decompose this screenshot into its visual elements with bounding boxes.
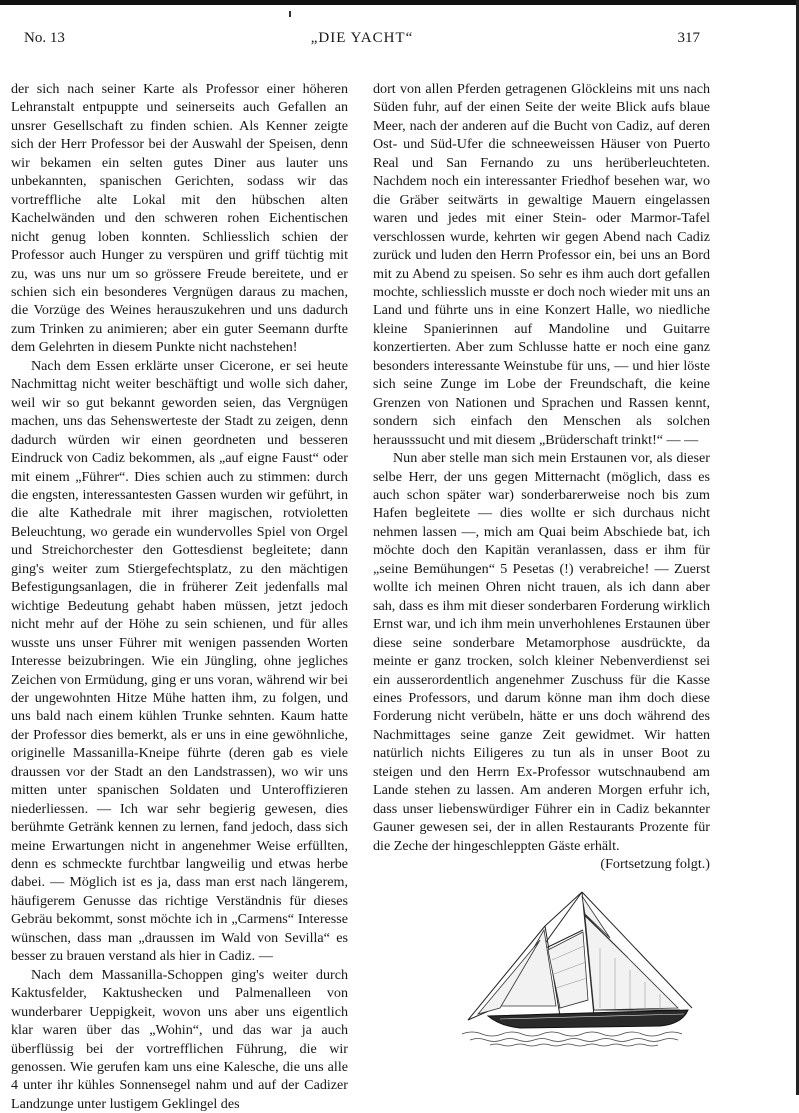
journal-title: „DIE YACHT“	[310, 30, 414, 46]
paragraph: Nach dem Massanilla-Schoppen ging's weiter durch Kaktusfelder, Kaktushecken und Palmenalleen von wunderbarer Ueppigkeit, wovon uns aber uns eigentlich klar waren über das „Wohin“, und das war ja auch überflüssig bei der vortrefflichen Führung, die wir genossen. Wie gerufen kam uns eine Kalesche, die uns alle 4 unter ihr kühles Sonnensegel nahm und auf der Cadizer Landzunge unter lustigem Geklingel des	[11, 966, 348, 1112]
continuation-note: (Fortsetzung folgt.)	[600, 856, 710, 873]
left-column	[11, 80, 348, 1113]
paragraph: dort von allen Pferden getragenen Glöckleins mit uns nach Süden fuhr, auf der einen Seite der weite Blick aufs blaue Meer, nach der anderen auf die Bucht von Cadiz, auf deren Ost- und Süd-Ufer die schneeweissen Häuser von Puerto Real und San Fernando zu uns herüberleuchteten. Nachdem noch ein interessanter Friedhof besehen war, wo die Gräber seitwärts in gewaltige Mauern eingelassen waren und jedes mit einer Stein- oder Marmor-Tafel verschlossen wurde, kehrten wir gegen Abend nach Cadiz zurück und luden den Herrn Professor ein, bei uns an Bord mit zu Abend zu speisen. So sehr es ihm auch dort gefallen mochte, schliesslich musste er doch noch wieder mit uns an Land und führte uns in eine Konzert Halle, wo niedliche kleine Spanierinnen auf Mandoline und Guitarre konzertierten. Aber zum Schlusse hatte er noch eine ganz besonders interessante Weinstube für uns, — und hier löste sich seine Zunge im Lobe der Freundschaft, die keine Grenzen von Nationen und Sprachen und Rassen kennt, sondern sich einfach den Menschen als solchen herausssucht und mit diesem „Brüderschaft trinkt!“ — —	[373, 81, 710, 448]
right-column	[373, 80, 710, 873]
paragraph-text: Nun aber stelle man sich mein Erstaunen vor, als dieser selbe Herr, der uns gegen Mitternacht (möglich, dass es auch schon später war) sonderbarerweise noch bis zum Hafen begleitete — dies wollte er sich durchaus nicht nehmen lassen —, mich am Quai beim Abschiede bat, ich möchte doch den Kapitän veranlassen, dass er ihm für „seine Bemühungen“ 5 Pesetas (!) verabreiche! — Zuerst wollte ich meinen Ohren nicht trauen, als ich dann aber sah, dass es ihm mit dieser sonderbaren Forderung wirklich Ernst war, und ich ihm mein unverhohlenes Erstaunen über diese seine sonderbare Metamorphose ausdrückte, da meinte er ganz trocken, solch kleiner Nebenverdienst sei ein ausserordentlich angenehmer Zuschuss für die Kasse eines Professors, und darum könne man ihm doch diese Forderung nicht verübeln, hätte er uns doch während des Nachmittages seine ganze Zeit gewidmet. Wir hatten natürlich nichts Eiligeres zu tun als in unser Boot zu steigen und den Herrn Ex-Professor wutschnaubend am Lande stehen zu lassen. Am anderen Morgen erfuhr ich, dass unser liebenswürdiger Führer ein in Cadiz bekannter Gauner gewesen sei, der in allen Restaurants Prozente für die Zeche der hingeschleppten Gäste erhält.	[373, 450, 710, 854]
page-number: 317	[677, 30, 700, 46]
paragraph: Nach dem Essen erklärte unser Cicerone, er sei heute Nachmittag nicht weiter beschäftigt und wolle sich daher, weil wir so gut bekannt geworden seien, das Vergnügen machen, uns das Sehenswerteste der Stadt zu zeigen, denn dadurch würden wir einen geordneten und besseren Eindruck von Cadiz bekommen, als „auf eigne Faust“ oder mit einem „Führer“. Dies schien auch zu stimmen: durch die engsten, interessantesten Gassen wurden wir geführt, in die alte Kathedrale mit ihrer magischen, rotvioletten Beleuchtung, wo gerade ein wundervolles Spiel von Orgel und Streichorchester den Gottesdienst begleitete; dann ging's weiter zum Stiergefechtsplatz, zu den mächtigen Befestigungsanlagen, die in früherer Zeit jedenfalls mal wichtige Bedeutung gehabt haben müssen, jetzt jedoch nicht mehr auf der Höhe zu sein schienen, und für alles wusste uns unser Führer mit wenigen passenden Worten Interesse beizubringen. Wie ein Jüngling, ohne jegliches Zeichen von Ermüdung, ging er uns voran, während wir bei der ungewohnten Hitze Mühe hatten ihm, zu folgen, und uns bald nach einem kühlen Trunke sehnten. Kaum hatte der Professor dies bemerkt, als er uns in eine gewöhnliche, originelle Massanilla-Kneipe führte (deren gab es viele draussen vor der Stadt an den Landstrassen), wo wir uns mitten unter spanischen Soldaten und Unteroffizieren niederliessen. — Ich war sehr begierig gewesen, dies berühmte Getränk kennen zu lernen, fand jedoch, dass sich meine Erwartungen nicht in angenehmer Weise erfüllten, denn es schmeckte furchtbar langweilig und etwas herbe dabei. — Möglich ist es ja, dass man erst nach längerem, häufigerem Genusse das richtige Verständnis für dieses Gebräu bekommt, sonst möchte ich in „Carmens“ Interesse wünschen, dass man „draussen im Wald von Sevilla“ es besser zu brauen verstand als hier in Cadiz. —	[11, 357, 348, 965]
paragraph	[373, 449, 710, 873]
sailing-ship-illustration	[460, 888, 700, 1048]
running-header	[24, 30, 700, 52]
paragraph: der sich nach seiner Karte als Professor einer höheren Lehranstalt entpuppte und seinerseits auch Gefallen an unsrer Gesellschaft zu finden schien. Als Kenner zeigte sich der Herr Professor bei der Auswahl der Speisen, denn wir bekamen ein selten gutes Diner aus lauter uns unbekannten, spanischen Gerichten, sodass wir das vortreffliche alte Lokal mit den hübschen alten Kachelwänden und den schweren rohen Eichentischen nicht genug loben konnten. Schliesslich schien der Professor auch Hunger zu verspüren und griff tüchtig mit zu, was uns nur um so grössere Freude bereitete, und er schien sich ein besonderes Vergnügen daraus zu machen, die Vorzüge des Weines herauszukehren und uns dadurch zum Trinken zu animieren; aber ein guter Seemann durfte dem Gelehrten in diesem Punkte nicht nachstehen!	[11, 81, 348, 356]
print-mark	[289, 11, 291, 17]
page-top-border	[0, 0, 799, 5]
issue-number: No. 13	[24, 30, 65, 46]
